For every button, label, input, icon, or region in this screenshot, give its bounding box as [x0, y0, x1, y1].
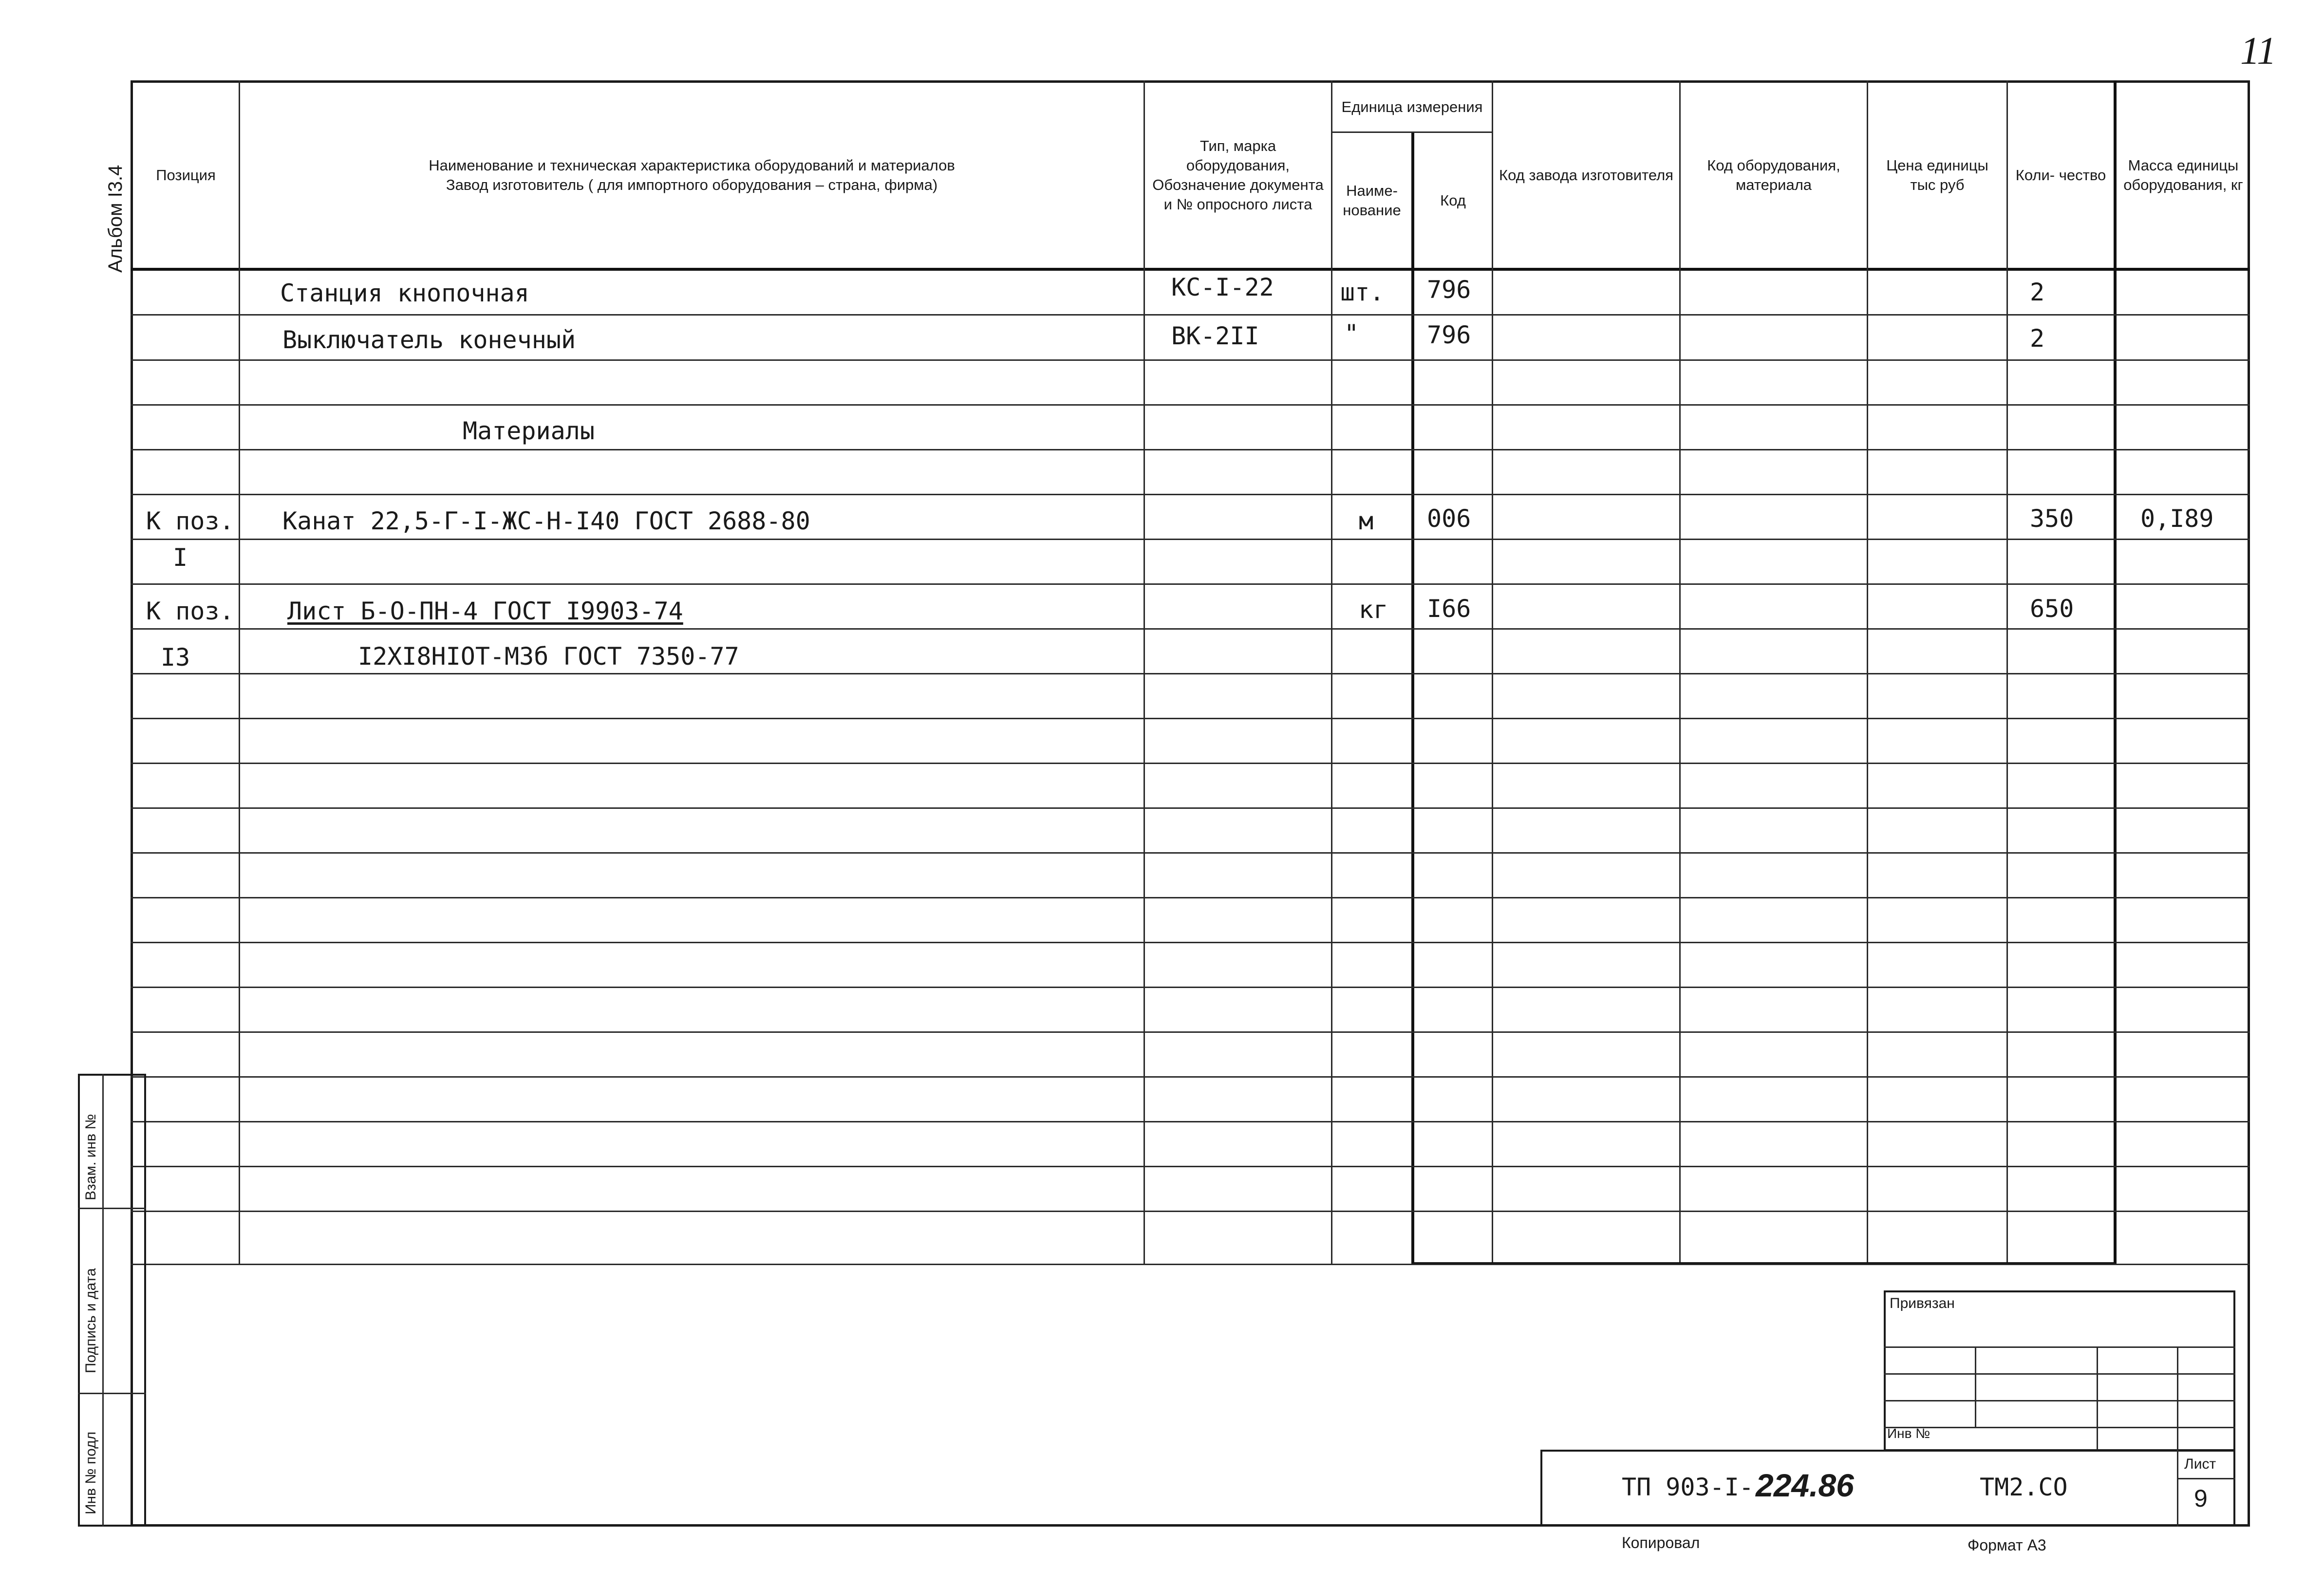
- header-divider: [131, 268, 2250, 271]
- row-7-pos: I: [173, 543, 188, 572]
- row-8-qty: 650: [2030, 595, 2074, 623]
- side-stamp-divider: [102, 1074, 104, 1527]
- row-2-unit: ": [1344, 319, 1359, 348]
- album-label: Альбом I3.4: [105, 165, 126, 273]
- sheet-label: Лист: [2184, 1456, 2216, 1472]
- row-1-name: Станция кнопочная: [280, 279, 529, 307]
- header-equipment-code: Код оборудования, материала: [1707, 157, 1840, 193]
- row-9-pos: I3: [161, 643, 190, 672]
- row-2-code: 796: [1427, 321, 1471, 349]
- header-price: Цена единицы тыс руб: [1886, 157, 1988, 193]
- row-6-code: 006: [1427, 504, 1471, 533]
- row-1-code: 796: [1427, 276, 1471, 304]
- side-stamp-replacement: Взам. инв №: [83, 1114, 99, 1200]
- doc-code: ТМ2.СО: [1980, 1473, 2068, 1501]
- row-6-qty: 350: [2030, 504, 2074, 533]
- doc-prefix: ТП 903-I-: [1622, 1473, 1754, 1501]
- header-factory-code: Код завода изготовителя: [1499, 167, 1673, 184]
- row-8-name: Лист Б-О-ПН-4 ГОСТ I9903-74: [287, 597, 683, 625]
- row-2-name: Выключатель конечный: [282, 326, 576, 354]
- sheet-value: 9: [2194, 1485, 2208, 1512]
- row-8-pos: К поз.: [146, 597, 234, 625]
- format-label: Формат А3: [1968, 1536, 2046, 1554]
- row-2-type: ВК-2II: [1171, 322, 1259, 350]
- bound-label: Привязан: [1890, 1295, 1955, 1311]
- header-name-line2: Завод изготовитель ( для импортного оборудования – страна, фирма): [446, 176, 938, 193]
- header-name: [240, 83, 1143, 268]
- header-unit-group: Единица измерения: [1341, 98, 1483, 115]
- row-9-name: I2XI8HIOT-M3б ГОСТ 7350-77: [358, 642, 739, 671]
- header-quantity: Коли- чество: [2015, 167, 2106, 184]
- row-8-unit: кг: [1359, 596, 1388, 624]
- inv-label: Инв №: [1887, 1426, 1930, 1441]
- header-name-line1: Наименование и техническая характеристика оборудований и материалов: [429, 157, 955, 174]
- row-6-pos: К поз.: [146, 507, 234, 535]
- header-unit-name: Наиме- нование: [1343, 182, 1401, 219]
- doc-number: 224.86: [1756, 1467, 1854, 1503]
- row-2-qty: 2: [2030, 324, 2045, 353]
- header-position: Позиция: [156, 167, 216, 184]
- row-1-qty: 2: [2030, 278, 2045, 306]
- row-6-unit: м: [1359, 507, 1374, 535]
- col-divider: [1411, 131, 1414, 1264]
- copied-label: Копировал: [1622, 1534, 1700, 1551]
- sheet-number: 11: [2240, 30, 2277, 73]
- header-unit-code: Код: [1440, 191, 1466, 209]
- row-6-name: Канат 22,5-Г-I-ЖС-Н-I40 ГОСТ 2688-80: [282, 507, 810, 535]
- row-1-type: КС-I-22: [1171, 273, 1274, 301]
- row-6-mass: 0,I89: [2140, 504, 2214, 533]
- header-mass: Масса единицы оборудования, кг: [2123, 157, 2243, 193]
- side-stamp-inventory: Инв № подл: [83, 1431, 99, 1514]
- side-stamp-signature: Подпись и дата: [83, 1268, 99, 1373]
- row-1-unit: шт.: [1340, 278, 1385, 306]
- header-type: Тип, марка оборудования, Обозначение документа и № опросного листа: [1152, 137, 1324, 213]
- row-8-code: I66: [1427, 595, 1471, 623]
- section-materials: Материалы: [463, 417, 595, 445]
